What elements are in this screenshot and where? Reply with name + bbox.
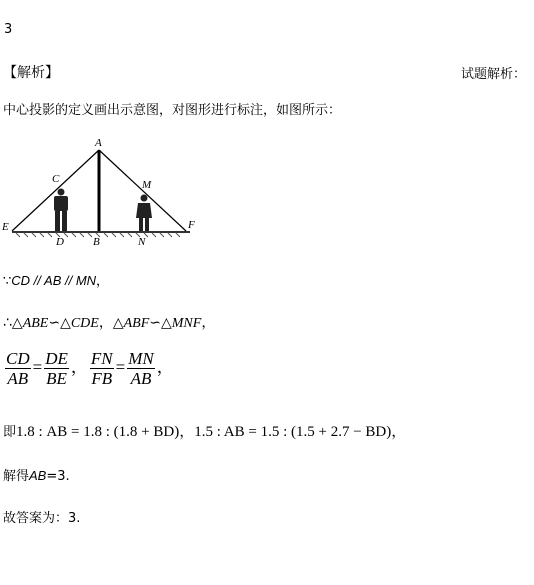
analysis-label: 试题解析： (461, 67, 527, 82)
person-mn (136, 195, 152, 232)
punctuation: ， (70, 357, 88, 377)
label-b: B (93, 236, 100, 248)
equation-line (3, 420, 406, 441)
projection-figure (0, 132, 200, 252)
because-symbol: ∵ (3, 274, 12, 289)
label-d: D (56, 236, 64, 248)
person-cd (54, 189, 68, 232)
equation-prefix: 即 (3, 425, 17, 440)
question-number: 3 (4, 22, 13, 37)
solve-variable: AB (29, 468, 47, 483)
parallel-sign: // (30, 273, 45, 288)
equation-2: 1.5 : AB = 1.5 : (1.5 + 2.7 − BD) (194, 424, 392, 440)
fraction-cd-ab (5, 350, 31, 387)
label-f: F (188, 219, 195, 231)
therefore-symbol: ∴ (3, 315, 12, 331)
therefore-line (3, 312, 215, 332)
equals-sign: = (32, 357, 43, 377)
ratio-line (3, 350, 174, 387)
numerator: MN (128, 349, 154, 368)
segment-cd: CD (11, 273, 31, 288)
fraction-de-be (44, 350, 69, 387)
segment-ab: AB (44, 273, 62, 288)
label-n: N (138, 236, 146, 248)
punctuation: ， (98, 315, 113, 331)
label-m: M (142, 179, 152, 191)
numerator: FN (90, 349, 113, 368)
answer-prefix: 故答案为： (3, 511, 69, 526)
punctuation: ， (201, 315, 216, 331)
solve-line (3, 465, 70, 484)
answer-value: 3. (68, 511, 81, 526)
numerator: CD (6, 349, 30, 368)
denominator: FB (91, 369, 113, 388)
parallel-sign: // (61, 273, 76, 288)
denominator: AB (7, 369, 29, 388)
numerator: DE (45, 349, 68, 368)
equation-1: 1.8 : AB = 1.8 : (1.8 + BD) (16, 424, 180, 440)
punctuation: ， (156, 357, 174, 377)
fraction-fn-fb (90, 350, 114, 387)
similar-2: △ABF∽△MNF (112, 316, 202, 331)
answer-line (3, 507, 80, 526)
denominator: BE (46, 369, 67, 388)
segment-mn: MN (75, 273, 97, 288)
equals-sign: = (115, 357, 126, 377)
label-c: C (52, 173, 60, 185)
intro-text: 中心投影的定义画出示意图，对图形进行标注，如图所示： (3, 103, 342, 118)
fraction-mn-ab (127, 350, 155, 387)
denominator: AB (130, 369, 152, 388)
label-a: A (95, 137, 102, 149)
because-line (3, 270, 109, 289)
solve-result: =3. (46, 469, 70, 484)
punctuation: ， (96, 274, 110, 289)
punctuation: ， (391, 422, 407, 440)
label-e: E (2, 221, 9, 233)
section-label: 【解析】 (3, 65, 59, 81)
solve-prefix: 解得 (3, 469, 30, 484)
similar-1: △ABE∽△CDE (11, 316, 99, 331)
ground-hatch (12, 232, 190, 237)
punctuation: ， (179, 422, 195, 440)
